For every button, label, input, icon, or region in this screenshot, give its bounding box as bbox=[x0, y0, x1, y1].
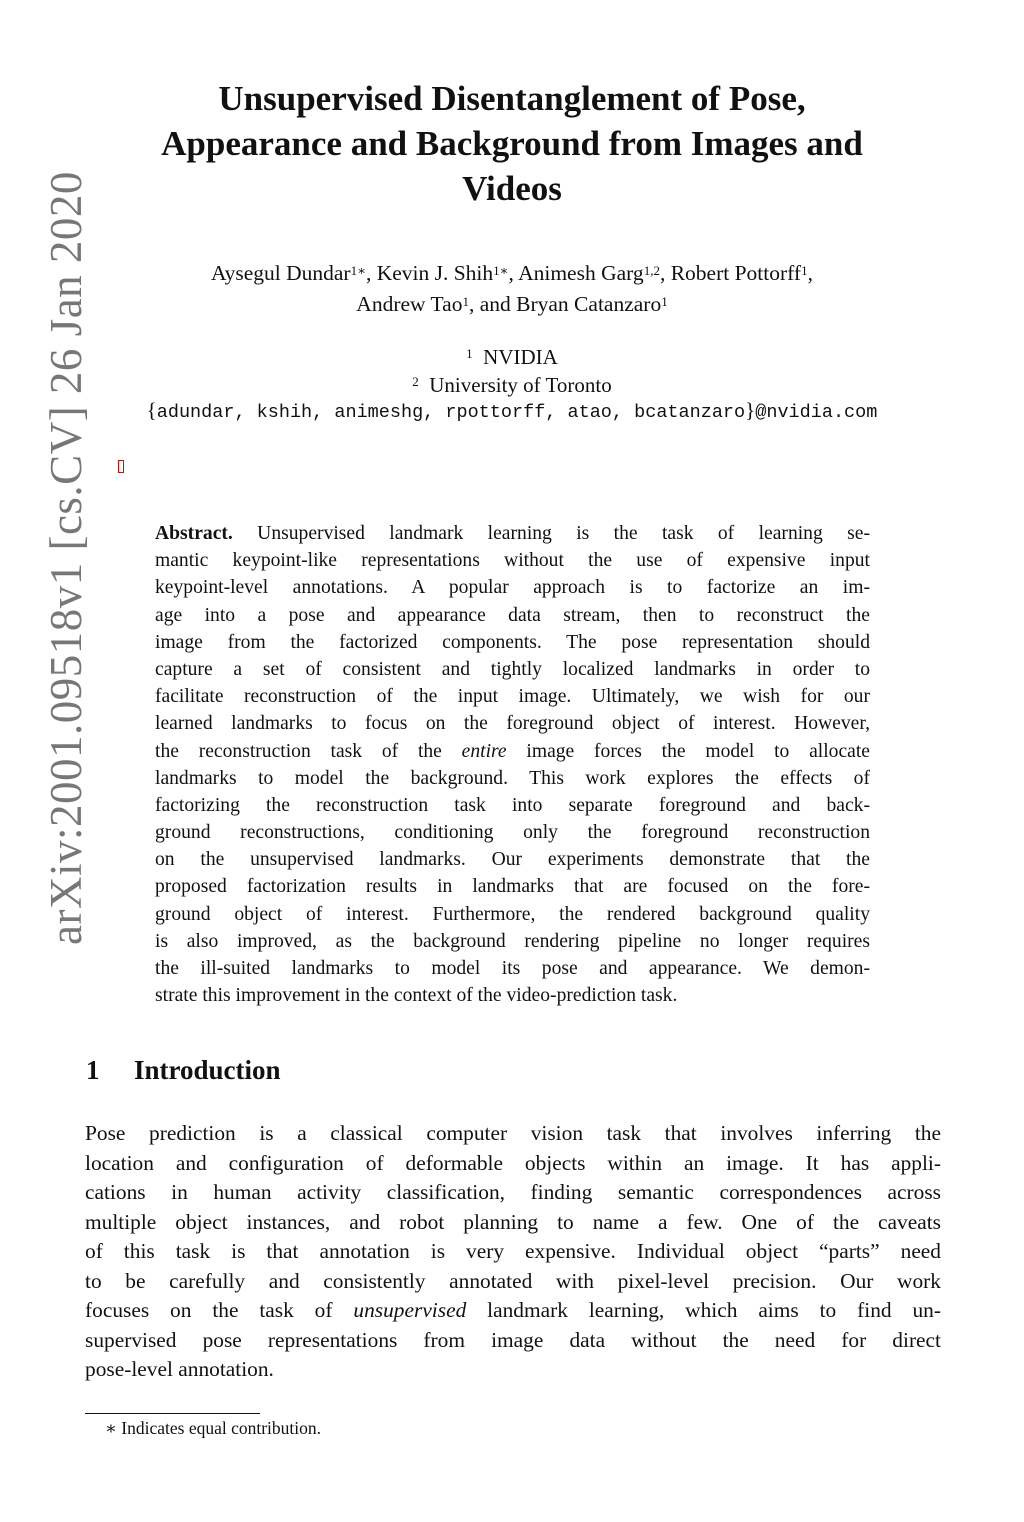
author-separator: , bbox=[659, 261, 671, 285]
text-line bbox=[155, 765, 870, 792]
affiliation: $^1$ NVIDIA bbox=[466, 345, 558, 369]
text-segment: multiple object instances, and robot planning to name a few. One of the caveats bbox=[85, 1209, 941, 1234]
title-line: Videos bbox=[462, 169, 562, 208]
text-segment: landmark learning, which aims to find un- bbox=[466, 1298, 941, 1322]
text-line bbox=[155, 928, 870, 955]
text-line bbox=[85, 1237, 941, 1267]
text-segment: Unsupervised landmark learning is the task of learning se- bbox=[232, 523, 870, 544]
title-line: Appearance and Background from Images and bbox=[161, 124, 863, 163]
introduction-body bbox=[85, 1119, 941, 1385]
text-line bbox=[155, 792, 870, 819]
text-line bbox=[85, 1326, 941, 1356]
abstract bbox=[155, 520, 870, 1009]
author-emails: {adundar, kshih, animeshg, rpottorff, atao, bcatanzaro}@nvidia.com bbox=[146, 398, 878, 423]
text-line bbox=[155, 547, 870, 574]
text-line bbox=[155, 982, 870, 1009]
text-segment: strate this improvement in the context of the video-prediction task. bbox=[155, 985, 678, 1007]
arxiv-identifier: arXiv:2001.09518v1 [cs.CV] 26 Jan 2020 bbox=[41, 171, 91, 945]
author-name: Kevin J. Shih bbox=[376, 261, 494, 285]
text-line bbox=[155, 574, 870, 601]
text-line bbox=[85, 1296, 941, 1326]
text-line bbox=[85, 1267, 941, 1297]
text-segment: landmarks to model the background. This work explores the effects of bbox=[155, 767, 870, 789]
text-line bbox=[155, 955, 870, 982]
text-line bbox=[85, 1178, 941, 1208]
text-segment: image forces the model to allocate bbox=[506, 740, 870, 762]
text-segment: facilitate reconstruction of the input image. Ultimately, we wish for our bbox=[155, 686, 870, 708]
footnote: ∗ Indicates equal contribution. bbox=[105, 1418, 322, 1438]
author-separator: , bbox=[807, 261, 813, 285]
text-segment: the ill-suited landmarks to model its pose and appearance. We demon- bbox=[155, 958, 870, 979]
text-line bbox=[155, 819, 870, 846]
text-segment: proposed factorization results in landmarks that are focused on the fore- bbox=[155, 876, 870, 898]
text-line bbox=[85, 1119, 941, 1149]
text-line bbox=[155, 846, 870, 873]
affiliation-mark: 1 bbox=[801, 263, 808, 278]
text-segment: keypoint-level annotations. A popular approach is to factorize an im- bbox=[155, 577, 870, 599]
text-segment: supervised pose representations from image data without the need for direct bbox=[85, 1327, 941, 1352]
text-line bbox=[155, 738, 870, 765]
text-segment: pose-level annotation. bbox=[85, 1357, 274, 1381]
paper-title bbox=[60, 76, 964, 211]
text-line bbox=[155, 520, 870, 547]
affiliation-mark: 1∗ bbox=[493, 263, 509, 278]
text-segment: location and configuration of deformable objects within an image. It has appli- bbox=[85, 1150, 941, 1175]
text-line bbox=[155, 602, 870, 629]
text-line bbox=[155, 901, 870, 928]
text-line bbox=[85, 1208, 941, 1238]
affiliations bbox=[60, 343, 964, 399]
affiliation: $^2$ University of Toronto bbox=[412, 373, 612, 397]
affiliation-mark: 1,2 bbox=[643, 263, 660, 278]
text-segment: to be carefully and consistently annotated with pixel-level precision. Our work bbox=[85, 1268, 941, 1293]
text-line bbox=[155, 629, 870, 656]
author-name: Aysegul Dundar bbox=[211, 261, 351, 285]
text-line bbox=[155, 710, 870, 737]
text-segment: image from the factorized components. The pose representation should bbox=[155, 631, 870, 653]
text-segment: ground object of interest. Furthermore, the rendered background quality bbox=[155, 903, 870, 925]
author-name: Bryan Catanzaro bbox=[516, 292, 662, 316]
link-annotation-marker bbox=[118, 460, 124, 473]
text-line bbox=[155, 656, 870, 683]
emphasized-text: unsupervised bbox=[353, 1298, 467, 1322]
text-line bbox=[85, 1149, 941, 1179]
affiliation-mark: 1 bbox=[462, 294, 469, 309]
text-line bbox=[155, 683, 870, 710]
author-name: Robert Pottorff bbox=[670, 261, 802, 285]
author-separator: , bbox=[508, 261, 519, 285]
author-separator: , bbox=[365, 261, 377, 285]
author-name: Andrew Tao bbox=[356, 292, 463, 316]
text-segment: focuses on the task of bbox=[85, 1298, 354, 1322]
footnote-rule bbox=[85, 1413, 260, 1414]
text-segment: ground reconstructions, conditioning only the foreground reconstruction bbox=[155, 822, 870, 844]
author-list bbox=[60, 258, 964, 320]
text-segment: learned landmarks to focus on the foreground object of interest. However, bbox=[155, 713, 870, 735]
text-segment: is also improved, as the background rendering pipeline no longer requires bbox=[155, 930, 870, 952]
emphasized-text: entire bbox=[461, 740, 507, 762]
title-line: Unsupervised Disentanglement of Pose, bbox=[218, 79, 806, 118]
affiliation-mark: 1 bbox=[661, 294, 668, 309]
section-heading-introduction: 1 Introduction bbox=[86, 1055, 281, 1085]
text-segment: the reconstruction task of the bbox=[155, 740, 462, 762]
text-segment: on the unsupervised landmarks. Our experiments demonstrate that the bbox=[155, 849, 870, 871]
text-segment: cations in human activity classification, finding semantic correspondences across bbox=[85, 1180, 941, 1204]
text-segment: of this task is that annotation is very expensive. Individual object “parts” need bbox=[85, 1239, 941, 1263]
text-line bbox=[155, 873, 870, 900]
text-segment: capture a set of consistent and tightly localized landmarks in order to bbox=[155, 658, 870, 680]
author-name: Animesh Garg bbox=[518, 261, 644, 285]
text-segment: factorizing the reconstruction task into separate foreground and back- bbox=[155, 794, 870, 816]
text-segment: mantic keypoint-like representations without the use of expensive input bbox=[155, 550, 870, 572]
text-line bbox=[85, 1355, 941, 1385]
text-segment: Pose prediction is a classical computer vision task that involves inferring the bbox=[85, 1121, 941, 1145]
abstract-label: Abstract. bbox=[155, 523, 233, 544]
author-separator: , and bbox=[468, 292, 517, 316]
text-segment: age into a pose and appearance data stream, then to reconstruct the bbox=[155, 604, 870, 626]
affiliation-mark: 1∗ bbox=[350, 263, 366, 278]
